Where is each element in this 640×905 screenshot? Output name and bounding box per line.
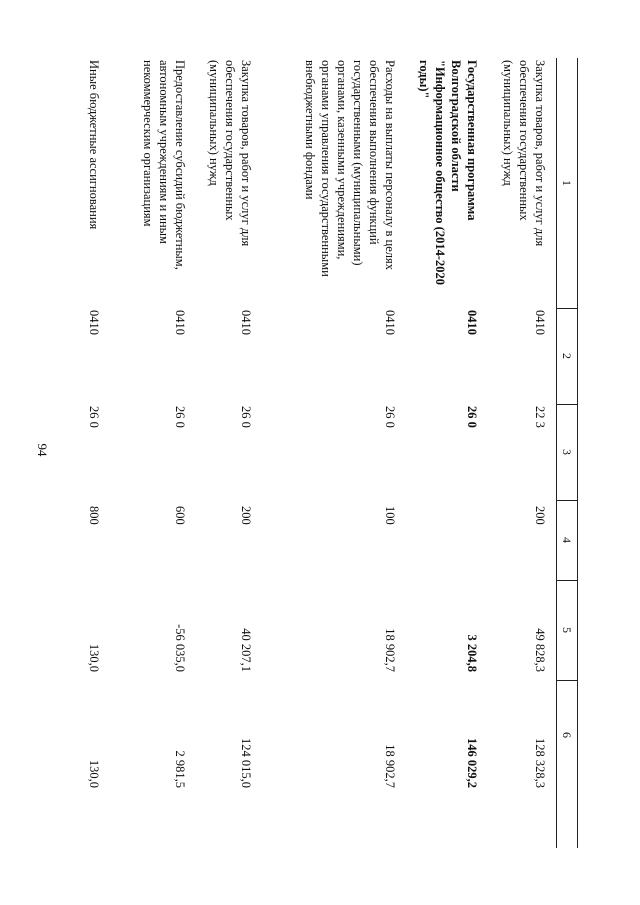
row-target-code: 22 3 — [533, 406, 547, 428]
header-col-4: 4 — [560, 537, 574, 543]
row-target-code: 26 0 — [173, 406, 187, 428]
row-name: Иные бюджетные ассигнования — [87, 60, 101, 230]
row-target-code: 26 0 — [383, 406, 397, 428]
row-section-code: 0410 — [239, 310, 253, 335]
table-header-row — [556, 58, 578, 848]
header-col-3: 3 — [560, 449, 574, 455]
row-section-code: 0410 — [465, 310, 479, 335]
row-expense-type: 200 — [239, 506, 253, 525]
header-col-6: 6 — [560, 732, 574, 738]
row-total-amount: 128 328,3 — [533, 738, 547, 788]
row-expense-type: 600 — [173, 506, 187, 525]
row-total-amount: 130,0 — [87, 759, 101, 788]
row-target-code: 26 0 — [87, 406, 101, 428]
row-name: Расходы на выплаты персоналу в целях обеспечения выполнения функций государственными (муниципальными) органами, казенными учреждениями, органами управления государственными внебюджетными фондами — [303, 60, 397, 277]
row-section-code: 0410 — [87, 310, 101, 335]
row-name: Закупка товаров, работ и услуг для обеспечения государственных (муниципальных) нужд — [207, 60, 253, 247]
row-total-amount: 146 029,2 — [465, 738, 479, 788]
row-change-amount: 18 902,7 — [383, 628, 397, 672]
header-col-5: 5 — [560, 627, 574, 633]
row-expense-type: 800 — [87, 506, 101, 525]
row-expense-type: 200 — [533, 506, 547, 525]
row-change-amount: 40 207,1 — [239, 628, 253, 672]
row-expense-type: 100 — [383, 506, 397, 525]
row-name: Предоставление субсидий бюджетным, автономным учреждениям и иным некоммерческим организациям — [141, 60, 187, 270]
row-target-code: 26 0 — [239, 406, 253, 428]
row-total-amount: 124 015,0 — [239, 738, 253, 788]
row-name: Закупка товаров, работ и услуг для обеспечения государственных (муниципальных) нужд — [501, 60, 547, 247]
row-change-amount: 49 828,3 — [533, 628, 547, 672]
row-total-amount: 2 981,5 — [173, 750, 187, 788]
row-change-amount: 130,0 — [87, 643, 101, 672]
row-section-code: 0410 — [383, 310, 397, 335]
header-col-1: 1 — [560, 180, 574, 186]
row-target-code: 26 0 — [465, 406, 479, 428]
page-number: 94 — [35, 443, 50, 457]
header-col-2: 2 — [560, 353, 574, 359]
row-name: Государственная программа Волгоградской области "Информационное общество (2014-2020 годы)" — [417, 60, 479, 285]
row-section-code: 0410 — [173, 310, 187, 335]
row-change-amount: 3 204,8 — [465, 634, 479, 672]
row-section-code: 0410 — [533, 310, 547, 335]
row-change-amount: -56 035,0 — [173, 624, 187, 672]
row-total-amount: 18 902,7 — [383, 744, 397, 788]
